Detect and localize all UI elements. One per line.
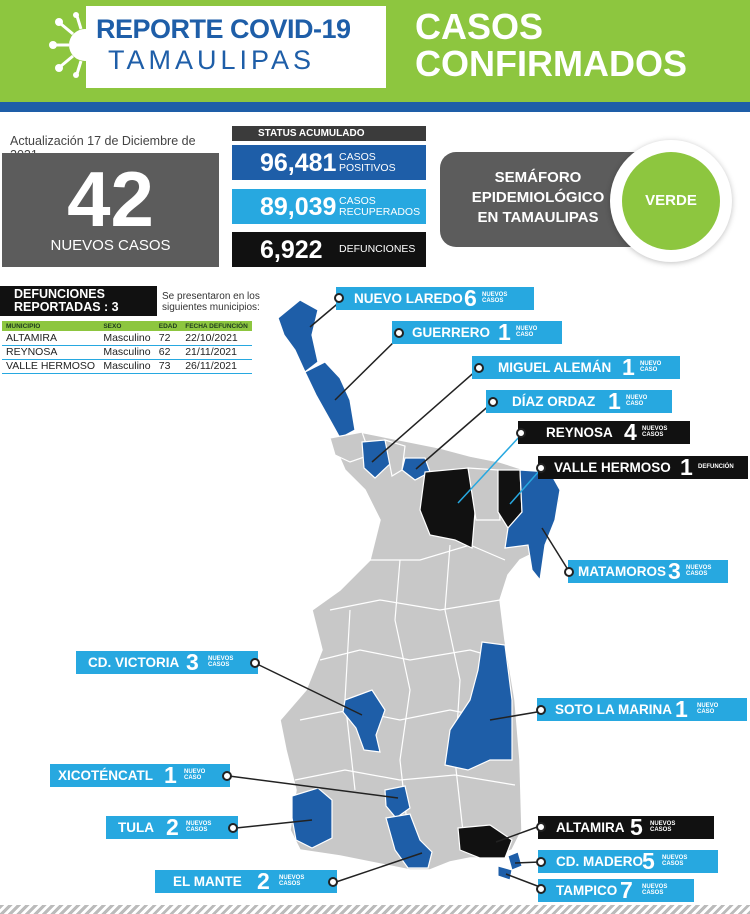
label-valle-hermoso [538, 456, 748, 479]
municipality-name: CD. VICTORIA [88, 655, 180, 670]
update-date: Actualización 17 de Diciembre de [10, 134, 196, 148]
municipality-name: VALLE HERMOSO [554, 460, 671, 475]
column-header: EDAD [155, 321, 181, 331]
municipality-name: ALTAMIRA [556, 820, 625, 835]
label-guerrero [392, 321, 562, 344]
case-suffix: DEFUNCIÓN [698, 464, 734, 470]
semaforo-status: VERDE [622, 152, 720, 250]
marker-dot [474, 363, 484, 373]
marker-dot [536, 463, 546, 473]
case-suffix: NUEVOS CASOS [279, 875, 305, 887]
new-cases-label: NUEVOS CASOS [50, 237, 171, 254]
column-header: SEXO [99, 321, 154, 331]
positive-cases-label: CASOS POSITIVOS [339, 151, 396, 174]
table-cell: 21/11/2021 [181, 345, 252, 359]
case-suffix: NUEVOS CASOS [650, 821, 676, 833]
label-matamoros [568, 560, 728, 583]
label-xicotencatl [50, 764, 230, 787]
case-suffix: NUEVOS CASOS [208, 656, 234, 668]
region-tampico [498, 866, 512, 880]
label-miguel-aleman [472, 356, 680, 379]
marker-dot [334, 293, 344, 303]
logo-title: REPORTE COVID-19 [96, 14, 351, 44]
semaforo-label: SEMÁFORO EPIDEMIOLÓGICO EN TAMAULIPAS [471, 169, 605, 226]
case-suffix: NUEVOS CASOS [686, 565, 712, 577]
case-count: 2 [166, 814, 179, 840]
case-count: 1 [675, 696, 688, 722]
table-cell: Masculino [99, 345, 154, 359]
case-suffix: NUEVO CASO [697, 703, 719, 715]
case-suffix: NUEVO CASO [640, 361, 662, 373]
case-count: 1 [622, 354, 635, 380]
marker-dot [516, 428, 526, 438]
marker-dot [564, 567, 574, 577]
table-cell: 22/10/2021 [181, 331, 252, 345]
municipality-name: NUEVO LAREDO [354, 291, 463, 306]
case-count: 4 [624, 419, 637, 445]
table-cell: Masculino [99, 359, 154, 373]
municipality-name: TULA [118, 820, 154, 835]
municipality-name: MIGUEL ALEMÁN [498, 360, 612, 375]
marker-dot [536, 705, 546, 715]
municipality-name: REYNOSA [546, 425, 613, 440]
municipality-name: DÍAZ ORDAZ [512, 394, 596, 409]
column-header: MUNICIPIO [2, 321, 99, 331]
case-count: 1 [498, 319, 511, 345]
case-suffix: NUEVOS CASOS [186, 821, 212, 833]
label-cd-victoria [76, 651, 258, 674]
case-count: 1 [164, 762, 177, 788]
column-header: FECHA DEFUNCIÓN [181, 321, 252, 331]
bottom-hatch-band [0, 905, 750, 914]
municipality-name: CD. MADERO [556, 854, 643, 869]
case-suffix: NUEVO CASO [516, 326, 538, 338]
deaths-report-note: Se presentaron en los siguientes municipios: [162, 291, 260, 313]
logo-subtitle: TAMAULIPAS [108, 45, 316, 75]
deaths-number: 6,922 [260, 236, 323, 264]
marker-dot [228, 823, 238, 833]
marker-dot [222, 771, 232, 781]
case-count: 7 [620, 877, 633, 903]
table-cell: 72 [155, 331, 181, 345]
case-count: 5 [642, 848, 655, 874]
region-guerrero [305, 362, 355, 438]
case-count: 6 [464, 285, 477, 311]
table-cell: REYNOSA [2, 345, 99, 359]
case-suffix: NUEVO CASO [184, 769, 206, 781]
municipality-name: GUERRERO [412, 325, 491, 340]
recovered-cases-number: 89,039 [260, 193, 337, 221]
table-cell: 73 [155, 359, 181, 373]
label-reynosa [518, 421, 690, 444]
label-diaz-ordaz [486, 390, 672, 413]
case-suffix: NUEVOS CASOS [482, 292, 508, 304]
deaths-report-title: DEFUNCIONES REPORTADAS : 3 [0, 286, 157, 316]
marker-dot [536, 884, 546, 894]
case-count: 1 [608, 388, 621, 414]
case-count: 2 [257, 868, 270, 894]
region-cd-madero [508, 852, 522, 870]
marker-dot [536, 822, 546, 832]
municipality-name: XICOTÉNCATL [58, 768, 153, 783]
label-cd-madero [538, 850, 718, 873]
table-cell: VALLE HERMOSO [2, 359, 99, 373]
region-nuevo-laredo [278, 300, 318, 372]
label-tula [106, 816, 238, 839]
positive-cases-number: 96,481 [260, 149, 337, 177]
case-suffix: NUEVOS CASOS [642, 426, 668, 438]
new-cases-number: 42 [67, 155, 154, 243]
table-cell: 62 [155, 345, 181, 359]
label-soto-la-marina [537, 698, 747, 721]
label-tampico [538, 879, 694, 902]
table-cell: 26/11/2021 [181, 359, 252, 373]
recovered-cases-label: CASOS RECUPERADOS [339, 195, 421, 218]
marker-dot [536, 857, 546, 867]
marker-dot [250, 658, 260, 668]
table-cell: Masculino [99, 331, 154, 345]
region-tula [292, 788, 332, 848]
page-title: CASOS CONFIRMADOS [415, 6, 687, 84]
case-suffix: NUEVOS CASOS [662, 855, 688, 867]
municipality-name: MATAMOROS [578, 564, 666, 579]
case-count: 3 [668, 558, 681, 584]
label-el-mante [155, 870, 337, 893]
marker-dot [328, 877, 338, 887]
status-header: STATUS ACUMULADO [232, 126, 426, 141]
municipality-name: SOTO LA MARINA [555, 702, 672, 717]
case-count: 3 [186, 649, 199, 675]
municipality-name: TAMPICO [556, 883, 618, 898]
case-count: 5 [630, 814, 643, 840]
deaths-label: DEFUNCIONES [339, 243, 416, 255]
table-cell: ALTAMIRA [2, 331, 99, 345]
case-suffix: NUEVO CASO [626, 395, 648, 407]
municipality-name: EL MANTE [173, 874, 242, 889]
case-count: 1 [680, 454, 693, 480]
marker-dot [488, 397, 498, 407]
case-suffix: NUEVOS CASOS [642, 884, 668, 896]
label-altamira [538, 816, 714, 839]
marker-dot [394, 328, 404, 338]
label-nuevo-laredo [336, 287, 534, 310]
